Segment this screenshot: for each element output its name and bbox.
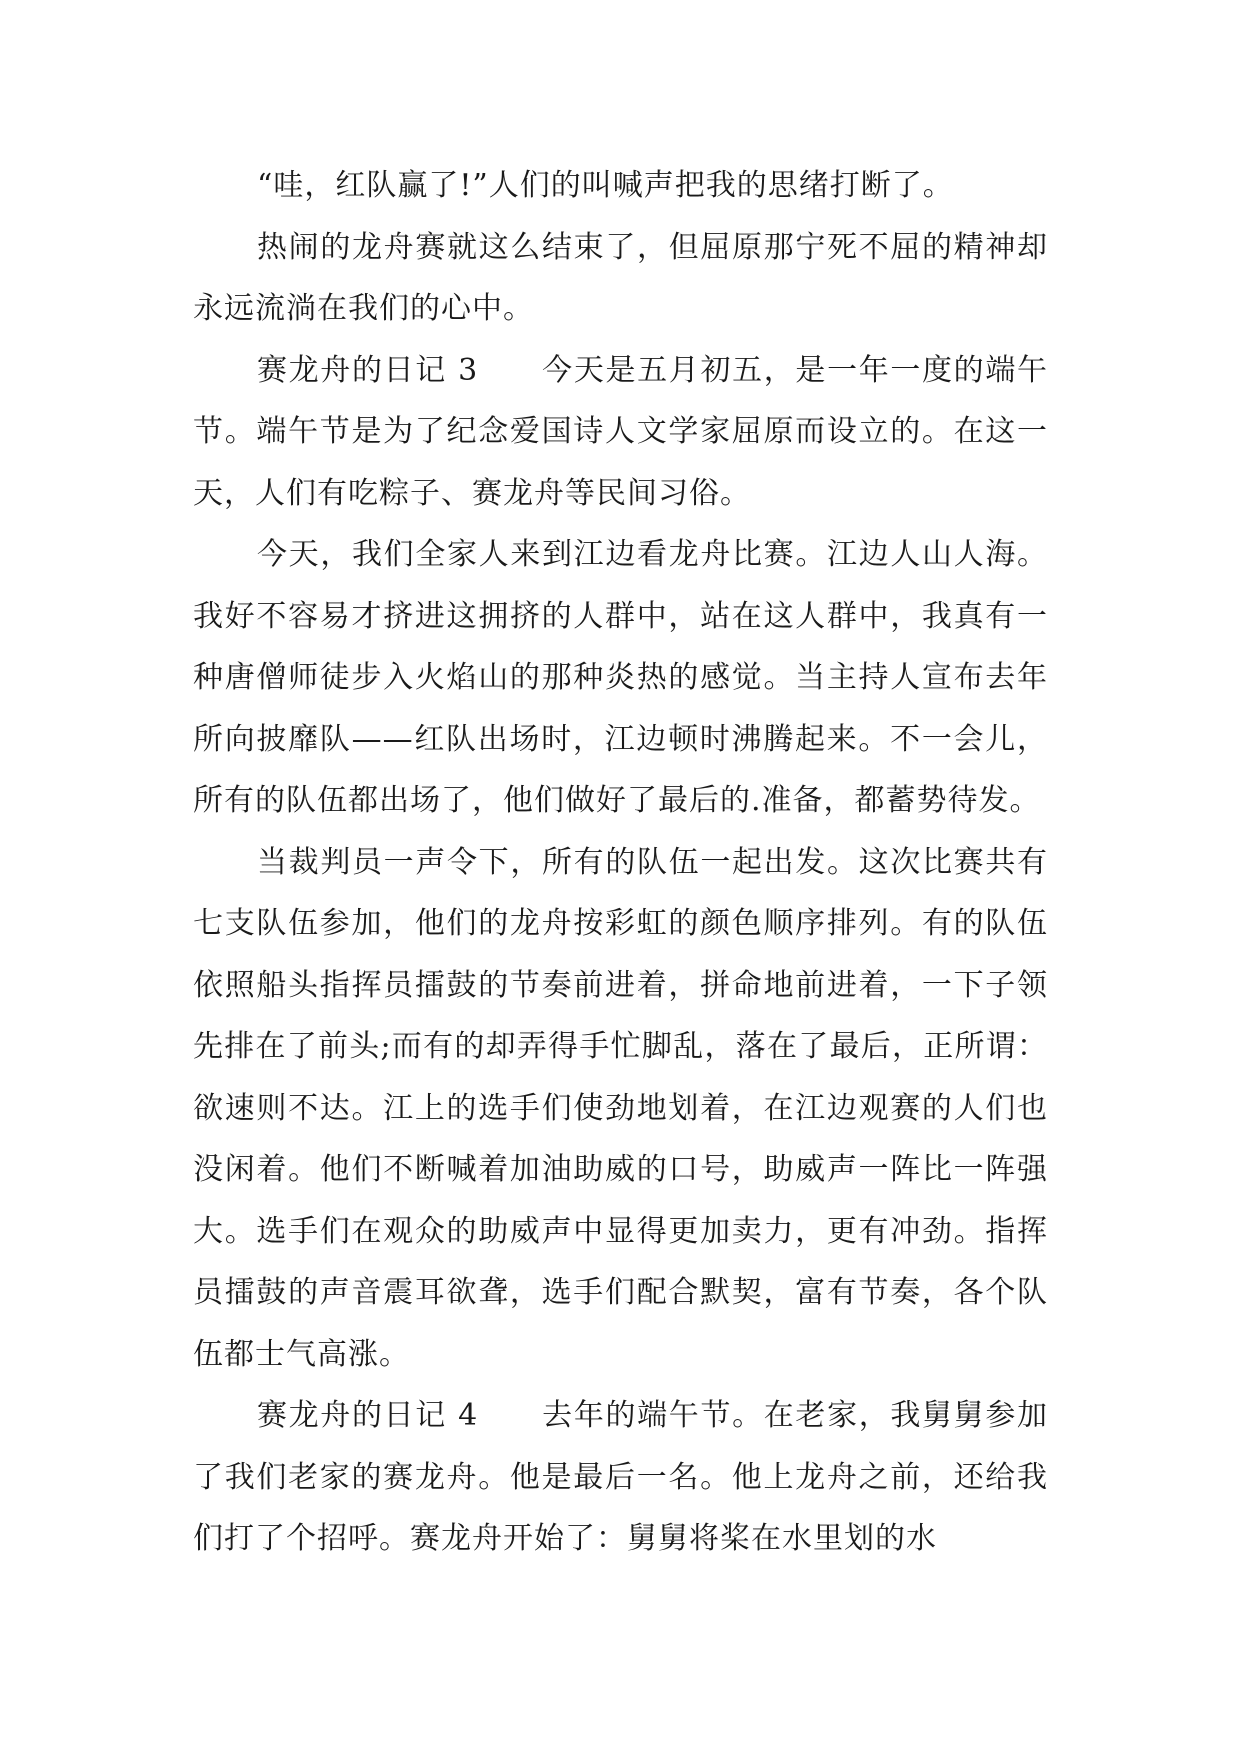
paragraph-diary-3: 赛龙舟的日记 3 今天是五月初五，是一年一度的端午节。端午节是为了纪念爱国诗人文学家屈原而设立的。在这一天，人们有吃粽子、赛龙舟等民间习俗。	[193, 352, 1048, 511]
paragraph-riverside: 今天，我们全家人来到江边看龙舟比赛。江边人山人海。我好不容易才挤进这拥挤的人群中，站在这人群中，我真有一种唐僧师徒步入火焰山的那种炎热的感觉。当主持人宣布去年所向披靡队——红队出场时，江边顿时沸腾起来。不一会儿，所有的队伍都出场了，他们做好了最后的.准备，都蓄势待发。	[193, 537, 1048, 818]
paragraph-race-start: 当裁判员一声令下，所有的队伍一起出发。这次比赛共有七支队伍参加，他们的龙舟按彩虹的颜色顺序排列。有的队伍依照船头指挥员擂鼓的节奏前进着，拼命地前进着，一下子领先排在了前头;而有的却弄得手忙脚乱，落在了最后，正所谓：欲速则不达。江上的选手们使劲地划着，在江边观赛的人们也没闲着。他们不断喊着加油助威的口号，助威声一阵比一阵强大。选手们在观众的助威声中显得更加卖力，更有冲劲。指挥员擂鼓的声音震耳欲聋，选手们配合默契，富有节奏，各个队伍都士气高涨。	[193, 844, 1048, 1372]
paragraph-diary-4: 赛龙舟的日记 4 去年的端午节。在老家，我舅舅参加了我们老家的赛龙舟。他是最后一名。他上龙舟之前，还给我们打了个招呼。赛龙舟开始了：舅舅将桨在水里划的水	[193, 1398, 1048, 1556]
paragraph-race-ends: 热闹的龙舟赛就这么结束了，但屈原那宁死不屈的精神却永远流淌在我们的心中。	[193, 229, 1048, 326]
body-text	[193, 155, 1048, 1570]
paragraph-red-team-wins: “哇，红队赢了!”人们的叫喊声把我的思绪打断了。	[257, 168, 954, 203]
